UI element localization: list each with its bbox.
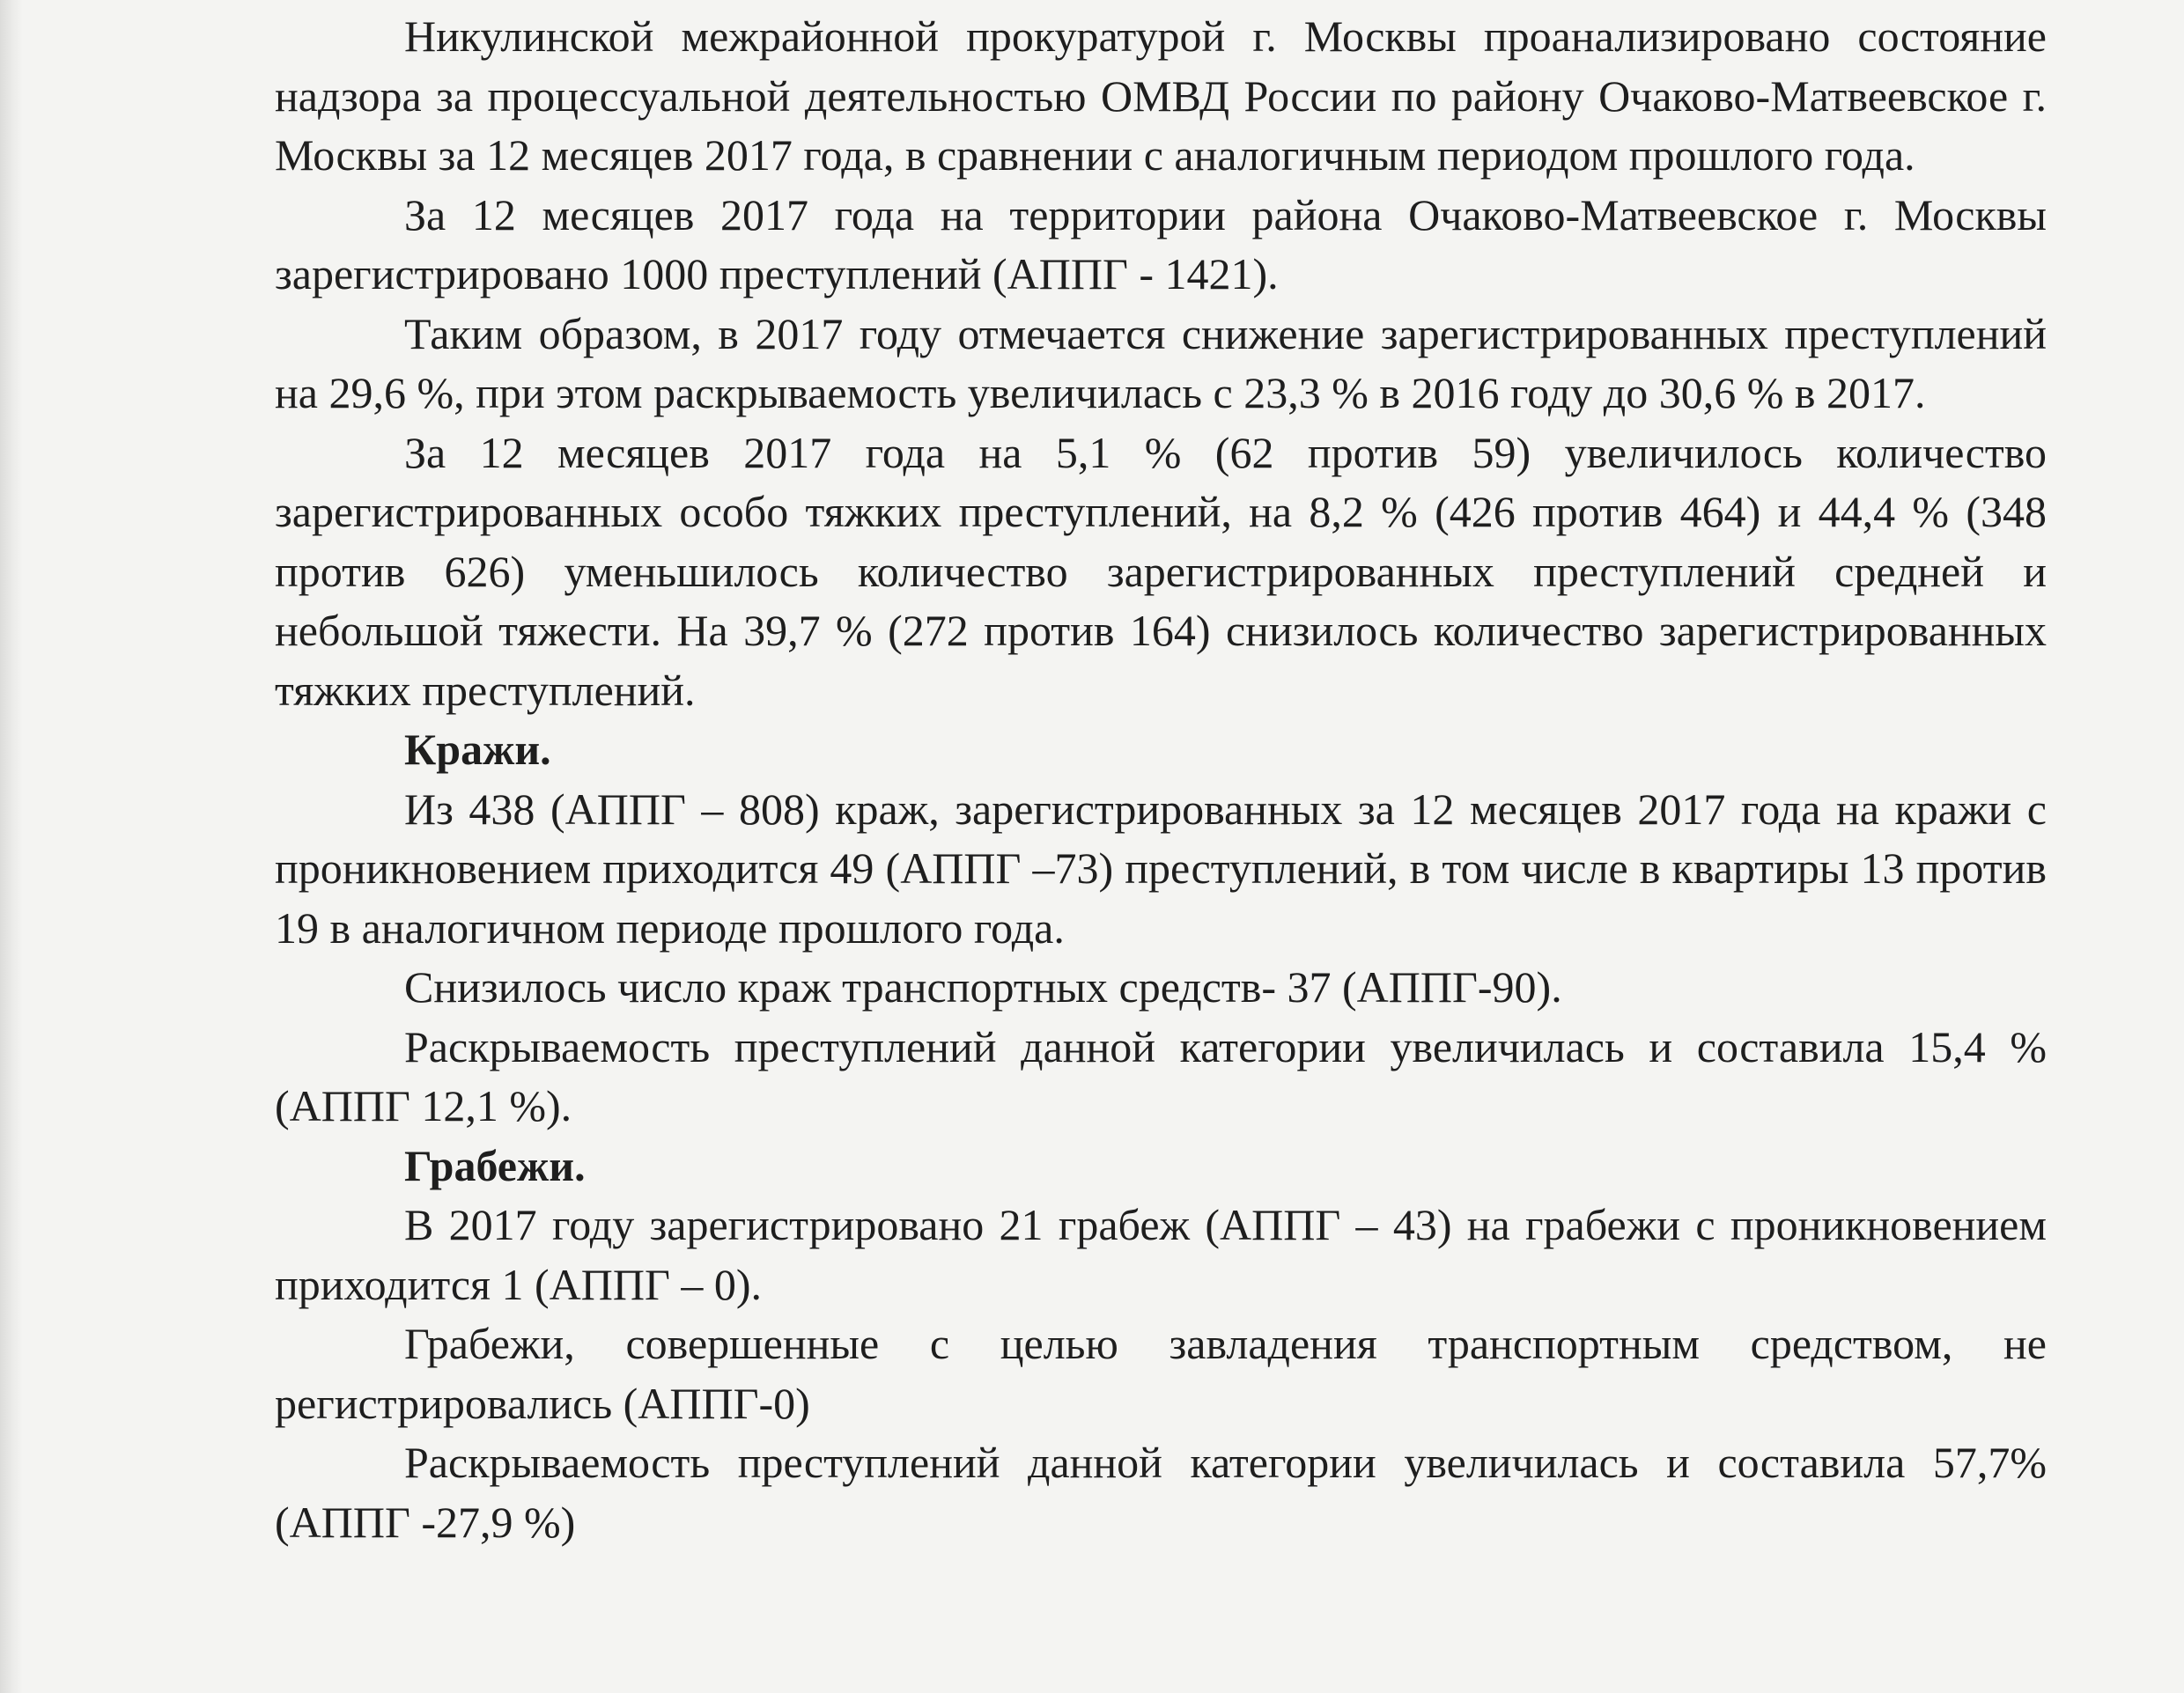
paragraph-robberies-clearance: Раскрываемость преступлений данной категории увеличилась и составила 57,7% (АППГ -27,9 %) <box>275 1438 2047 1547</box>
paragraph-robberies-vehicles: Грабежи, совершенные с целью завладения транспортным средством, не регистрировались (АППГ-0) <box>275 1319 2047 1428</box>
paragraph-robberies-registered: В 2017 году зарегистрировано 21 грабеж (АППГ – 43) на грабежи с проникновением приходится 1 (АППГ – 0). <box>275 1200 2047 1309</box>
paragraph-thefts-clearance: Раскрываемость преступлений данной категории увеличилась и составила 15,4 % (АППГ 12,1 %). <box>275 1021 2047 1130</box>
paragraph-thefts-burglary: Из 438 (АППГ – 808) краж, зарегистрированных за 12 месяцев 2017 года на кражи с проникновением приходится 49 (АППГ –73) преступлений, в том числе в квартиры 13 против 19 в аналогичном периоде прошлого года. <box>275 784 2047 953</box>
paragraph-intro: Никулинской межрайонной прокуратурой г. Москвы проанализировано состояние надзора за процессуальной деятельностью ОМВД России по району Очаково-Матвеевское г. Москвы за 12 месяцев 2017 года, в сравнении с аналогичным периодом прошлого года. <box>275 11 2047 180</box>
document-page <box>275 7 2047 1552</box>
section-heading-thefts: Кражи. <box>404 725 551 774</box>
scan-edge-shadow <box>0 0 23 1693</box>
section-heading-robberies: Грабежи. <box>404 1140 586 1190</box>
paragraph-vehicle-thefts: Снизилось число краж транспортных средств- 37 (АППГ-90). <box>404 962 1562 1012</box>
paragraph-severity-breakdown: За 12 месяцев 2017 года на 5,1 % (62 против 59) увеличилось количество зарегистрированных особо тяжких преступлений, на 8,2 % (426 против 464) и 44,4 % (348 против 626) уменьшилось количество зарегистрированных преступлений средней и небольшой тяжести. На 39,7 % (272 против 164) снизилось количество зарегистрированных тяжких преступлений. <box>275 427 2047 715</box>
paragraph-registered-total: За 12 месяцев 2017 года на территории района Очаково-Матвеевское г. Москвы зарегистрировано 1000 преступлений (АППГ - 1421). <box>275 189 2047 298</box>
paragraph-decrease-summary: Таким образом, в 2017 году отмечается снижение зарегистрированных преступлений на 29,6 %, при этом раскрываемость увеличилась с 23,3 % в 2016 году до 30,6 % в 2017. <box>275 308 2047 417</box>
